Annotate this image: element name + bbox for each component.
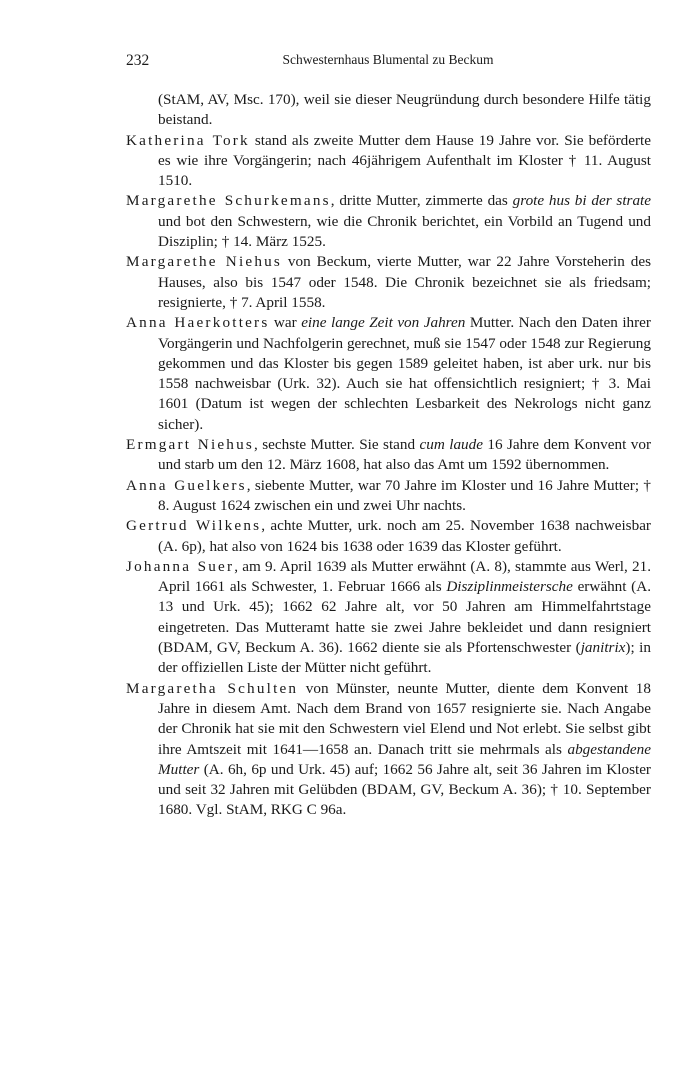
entry-italic-text: Disziplinmeistersche	[446, 578, 573, 596]
entry-name: Margarethe Niehus	[126, 253, 283, 271]
entry-margarethe-schurkemans	[126, 191, 651, 252]
entry-italic-text: cum laude	[419, 436, 483, 454]
entry-text: war	[269, 314, 302, 332]
entry-anna-guelkers	[126, 476, 651, 517]
entry-text: erwähnt (A. 13 und Urk. 45); 1662 62 Jahre alt, vor 50 Jahren am Himmelfahrtstage eingetreten. Das Mutteramt hatte sie zwei Jahre bekleidet und dann resigniert (BDAM, GV, Beckum A. 36). 1662 diente sie als Pfortenschwester (	[158, 578, 651, 657]
entry-name: Margarethe Schurkemans	[126, 192, 331, 210]
entry-italic-text: janitrix	[580, 639, 626, 657]
entry-text: 16 Jahre dem Konvent vor und starb um den 12. März 1608, hat also das Amt um 1592 übernommen.	[158, 436, 651, 474]
entry-text: , am 9. April 1639 als Mutter erwähnt (A. 8), stammte aus Werl, 21. April 1661 als Schwester, 1. Februar 1666 als	[158, 557, 651, 596]
entry-name: Ermgart Niehus	[126, 436, 255, 454]
entry-johanna-suer	[126, 557, 651, 679]
page-number: 232	[126, 52, 150, 69]
entry-text: von Münster, neunte Mutter, diente dem Konvent 18 Jahre in diesem Amt. Nach dem Brand von 1657 resignierte sie. Nach Angabe der Chronik hat sie mit den Schwestern viel Elend und Not erlebt. Sie selbst gibt ihre Amtszeit mit 1641—1658 an. Danach tritt sie mehrmals als	[158, 679, 651, 758]
main-text	[126, 90, 651, 821]
continuation-paragraph: (StAM, AV, Msc. 170), weil sie dieser Neugründung durch besondere Hilfe tätig beistand.	[158, 91, 651, 129]
entry-anna-haerkotters	[126, 313, 651, 435]
entry-gertrud-wilkens	[126, 516, 651, 557]
entry-italic-text: grote hus bi der strate	[512, 192, 652, 210]
page-header	[126, 52, 650, 74]
entry-text: und bot den Schwestern, wie die Chronik berichtet, ein Vorbild an Tugend und Disziplin; † 14. März 1525.	[158, 212, 651, 251]
entry-text: , achte Mutter, urk. noch am 25. November 1638 nachweisbar (A. 6p), hat also von 1624 bis 1638 oder 1639 das Kloster geführt.	[158, 517, 651, 555]
entry-italic-text: abgestandene Mutter	[158, 740, 651, 778]
entry-ermgart-niehus	[126, 435, 651, 476]
entry-text: , siebente Mutter, war 70 Jahre im Kloster und 16 Jahre Mutter; † 8. August 1624 zwischen ein und zwei Uhr nachts.	[158, 476, 651, 514]
entry-italic-text: eine lange Zeit von Jahren	[301, 314, 466, 332]
entry-margaretha-schulten	[126, 679, 651, 821]
entry-name: Katherina Tork	[126, 131, 250, 149]
running-title: Schwesternhaus Blumental zu Beckum	[282, 52, 494, 67]
entry-text: stand als zweite Mutter dem Hause 19 Jahre vor. Sie beförderte es wie ihre Vorgängerin; nach 46jährigem Aufenthalt im Kloster † 11. August 1510.	[158, 131, 651, 190]
entry-text: Mutter. Nach den Daten ihrer Vorgängerin und Nachfolgerin gerechnet, muß sie 1547 oder 1548 zur Regierung gekommen und das Kloster bis gegen 1589 geleitet haben, ist aber urk. nur bis 1558 nachweisbar (Urk. 32). Auch sie hat offensichtlich resigniert; † 3. Mai 1601 (Datum ist wegen der schlechten Lesbarkeit des Nekrologs nicht ganz sicher).	[158, 314, 651, 433]
entry-text: , dritte Mutter, zimmerte das	[330, 192, 513, 210]
entry-katherina-tork	[126, 131, 651, 192]
entry-text: (A. 6h, 6p und Urk. 45) auf; 1662 56 Jahre alt, seit 36 Jahren im Kloster und seit 32 Jahren mit Gelübden (BDAM, GV, Beckum A. 36); † 10. September 1680. Vgl. StAM, RKG C 96a.	[158, 760, 651, 819]
entry-name: Gertrud Wilkens	[126, 517, 262, 535]
entry-text: ); in der offiziellen Liste der Mütter nicht geführt.	[158, 639, 651, 677]
entry-text: , sechste Mutter. Sie stand	[254, 436, 420, 454]
entry-text: von Beckum, vierte Mutter, war 22 Jahre Vorsteherin des Hauses, also bis 1547 oder 1548. Die Chronik bezeichnet sie als friedsam; resignierte, † 7. April 1558.	[158, 253, 651, 311]
entry-name: Anna Haerkotters	[126, 314, 270, 332]
entry-name: Johanna Suer	[126, 557, 235, 575]
entry-name: Margaretha Schulten	[126, 679, 299, 697]
entry-margarethe-niehus	[126, 252, 651, 313]
entry-name: Anna Guelkers	[126, 476, 247, 494]
